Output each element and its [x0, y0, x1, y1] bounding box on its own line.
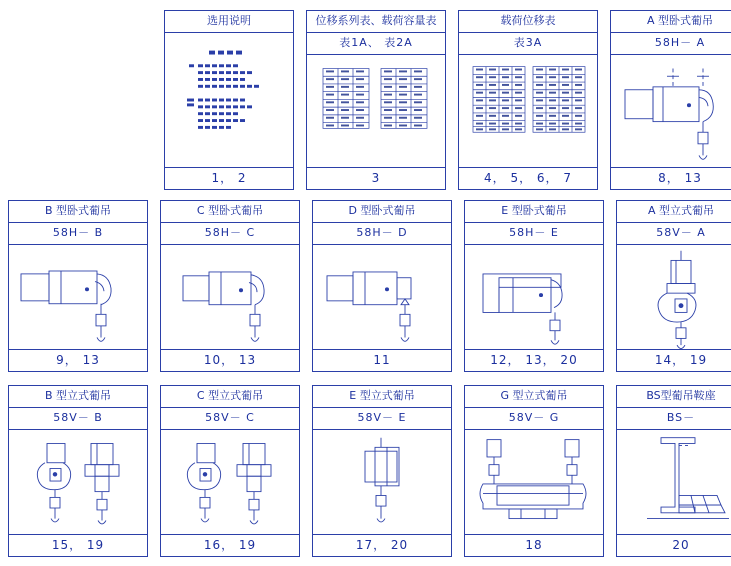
- card-subheader: 表3A: [459, 33, 597, 55]
- card-subheader: 58H－ B: [9, 223, 147, 245]
- card-type-c-horizontal-hoist[interactable]: [160, 200, 300, 372]
- card-header: E 型卧式葡吊: [465, 201, 603, 223]
- card-footer: 3: [307, 167, 445, 189]
- card-subheader: 58H－ E: [465, 223, 603, 245]
- card-figure-saddle-bs: [617, 430, 731, 534]
- hoist-drawing: [611, 55, 731, 167]
- card-subheader: 表1A、 表2A: [307, 33, 445, 55]
- card-footer: 14， 19: [617, 349, 731, 371]
- hoist-drawing: [313, 430, 451, 534]
- card-figure-vertical-b: [9, 430, 147, 534]
- card-footer: 12， 13， 20: [465, 349, 603, 371]
- card-footer: 17， 20: [313, 534, 451, 556]
- card-footer: 1， 2: [165, 167, 293, 189]
- card-figure-vertical-a: [617, 245, 731, 349]
- card-subheader: 58V－ G: [465, 408, 603, 430]
- card-header: B 型卧式葡吊: [9, 201, 147, 223]
- card-header: E 型立式葡吊: [313, 386, 451, 408]
- card-footer: 9， 13: [9, 349, 147, 371]
- hoist-drawing: [9, 245, 147, 349]
- hoist-drawing: [313, 245, 451, 349]
- tables-graphic: [459, 55, 597, 167]
- card-subheader: 58V－ A: [617, 223, 731, 245]
- card-header: D 型卧式葡吊: [313, 201, 451, 223]
- card-displacement-series-table[interactable]: [306, 10, 446, 190]
- card-type-d-horizontal-hoist[interactable]: [312, 200, 452, 372]
- hoist-drawing: [161, 245, 299, 349]
- card-footer: 18: [465, 534, 603, 556]
- hoist-drawing: [465, 245, 603, 349]
- card-header: BS型葡吊鞍座: [617, 386, 731, 408]
- card-header: C 型卧式葡吊: [161, 201, 299, 223]
- card-header: 载荷位移表: [459, 11, 597, 33]
- card-footer: 4， 5， 6， 7: [459, 167, 597, 189]
- card-subheader: 58H－ C: [161, 223, 299, 245]
- card-figure-horizontal-b: [9, 245, 147, 349]
- hoist-drawing: [9, 430, 147, 534]
- tables-graphic: [307, 55, 445, 167]
- card-figure-text-page: [165, 33, 293, 167]
- hoist-drawing: [617, 245, 731, 349]
- card-footer: 11: [313, 349, 451, 371]
- card-figure-horizontal-c: [161, 245, 299, 349]
- card-figure-vertical-c: [161, 430, 299, 534]
- card-figure-horizontal-d: [313, 245, 451, 349]
- card-row-1: [164, 10, 731, 190]
- card-type-a-horizontal-hoist[interactable]: [610, 10, 731, 190]
- card-figure-tables-3: [459, 55, 597, 167]
- card-type-b-horizontal-hoist[interactable]: [8, 200, 148, 372]
- card-subheader: 58H－ A: [611, 33, 731, 55]
- card-footer: 16， 19: [161, 534, 299, 556]
- card-subheader: 58V－ B: [9, 408, 147, 430]
- card-footer: 8， 13: [611, 167, 731, 189]
- card-type-b-vertical-hoist[interactable]: [8, 385, 148, 557]
- card-subheader: BS－: [617, 408, 731, 430]
- card-figure-tables-2: [307, 55, 445, 167]
- card-load-displacement-table[interactable]: [458, 10, 598, 190]
- hoist-drawing: [465, 430, 603, 534]
- card-selection-notes[interactable]: [164, 10, 294, 190]
- card-type-a-vertical-hoist[interactable]: [616, 200, 731, 372]
- card-figure-horizontal-a: [611, 55, 731, 167]
- card-row-3: [8, 385, 731, 557]
- card-header: C 型立式葡吊: [161, 386, 299, 408]
- card-type-e-horizontal-hoist[interactable]: [464, 200, 604, 372]
- text-page-graphic: [165, 33, 293, 167]
- card-type-g-vertical-hoist[interactable]: [464, 385, 604, 557]
- card-footer: 20: [617, 534, 731, 556]
- card-header: 选用说明: [165, 11, 293, 33]
- card-header: G 型立式葡吊: [465, 386, 603, 408]
- card-header: A 型卧式葡吊: [611, 11, 731, 33]
- card-subheader: 58V－ E: [313, 408, 451, 430]
- card-figure-vertical-e: [313, 430, 451, 534]
- card-bs-hoist-saddle[interactable]: [616, 385, 731, 557]
- card-type-e-vertical-hoist[interactable]: [312, 385, 452, 557]
- card-row-2: [8, 200, 731, 372]
- card-footer: 10， 13: [161, 349, 299, 371]
- card-header: A 型立式葡吊: [617, 201, 731, 223]
- card-header: 位移系列表、载荷容量表: [307, 11, 445, 33]
- card-type-c-vertical-hoist[interactable]: [160, 385, 300, 557]
- hoist-drawing: [161, 430, 299, 534]
- saddle-drawing: [617, 430, 731, 534]
- card-figure-vertical-g: [465, 430, 603, 534]
- card-subheader: 58H－ D: [313, 223, 451, 245]
- card-header: B 型立式葡吊: [9, 386, 147, 408]
- card-footer: 15， 19: [9, 534, 147, 556]
- card-figure-horizontal-e: [465, 245, 603, 349]
- card-subheader: 58V－ C: [161, 408, 299, 430]
